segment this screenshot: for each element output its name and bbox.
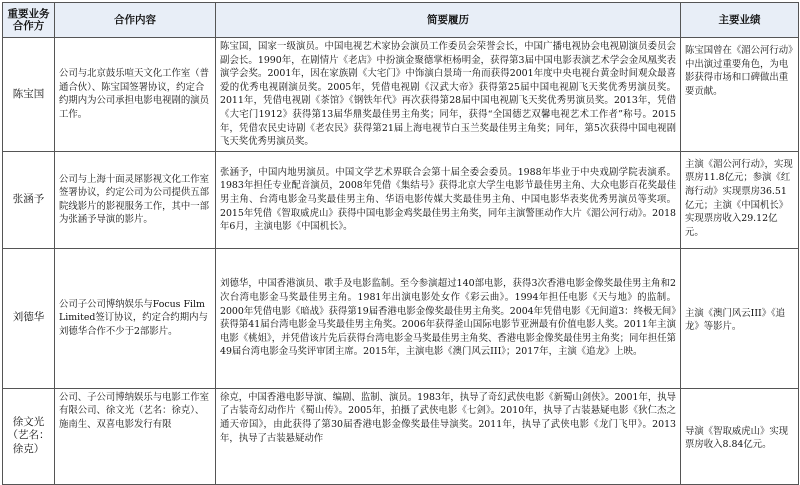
achievement-text: 主演《澳门风云III》《追龙》等影片。 <box>681 248 799 388</box>
table-row <box>3 388 799 484</box>
cooperation-table <box>2 2 799 485</box>
cooperation-content: 公司与北京鼓乐喧天文化工作室（普通合伙）、陈宝国签署协议，约定合约期内为公司承担电影电视剧的演员工作。 <box>55 38 216 152</box>
achievement-text: 主演《湄公河行动》，实现票房11.8亿元；参演《红海行动》实现票房36.51亿元；主演《中国机长》实现票房收入29.12亿元。 <box>681 151 799 248</box>
achievement-text: 陈宝国曾在《湄公河行动》中出演过重要角色，为电影获得市场和口碑做出重要贡献。 <box>681 38 799 152</box>
party-name: 刘德华 <box>3 248 55 388</box>
party-name: 徐文光（艺名：徐克） <box>3 388 55 484</box>
resume-text: 陈宝国，国家一级演员。中国电视艺术家协会演员工作委员会荣誉会长，中国广播电视协会电视剧演员委员会副会长。1990年，在剧情片《老店》中扮演金聚德掌柜杨明金，获得第3届中国电影表演艺术学会金凤凰奖表演学会奖。2001年，因在家族剧《大宅门》中饰演白景琦一角而获得2001年度中央电视台黄金时间观众最喜爱的优秀电视剧演员奖。2005年，凭借电视剧《汉武大帝》获得第25届中国电视剧飞天奖优秀男演员奖。2011年，凭借电视剧《茶馆》《钢铁年代》再次获得第28届中国电视剧飞天奖优秀男演员奖。2013年，凭借《大宅门1912》获得第13届华鼎奖最佳男主角奖；同年，获得“全国德艺双馨电视艺术工作者”称号。2015年，凭借农民史诗剧《老农民》获得第21届上海电视节白玉兰奖最佳男主角奖；同年，第5次获得中国电视剧飞天奖优秀男演员奖。 <box>216 38 681 152</box>
header-party: 重要业务合作方 <box>3 3 55 38</box>
resume-text: 刘德华，中国香港演员、歌手及电影监制。至今参演超过140部电影，获得3次香港电影金像奖最佳男主角和2次台湾电影金马奖最佳男主角。1981年出演电影处女作《彩云曲》。1994年担任电影《天与地》的监制。2000年凭借电影《暗战》获得第19届香港电影金像奖最佳男主角奖。2004年凭借电影《无间道3：终极无间》获得第41届台湾电影金马奖最佳男主角奖。2006年获得釜山国际电影节亚洲最有价值电影人奖。2011年主演电影《桃姐》，并凭借该片先后获得台湾电影金马奖最佳男主角奖、香港电影金像奖最佳男主角奖；同年担任第49届台湾电影金马奖评审团主席。2015年，主演电影《澳门风云III》；2017年，主演《追龙》上映。 <box>216 248 681 388</box>
table-header-row <box>3 3 799 38</box>
table-row <box>3 151 799 248</box>
cooperation-content: 公司子公司博纳娱乐与Focus Film Limited签订协议，约定合约期内与刘德华合作不少于2部影片。 <box>55 248 216 388</box>
cooperation-content: 公司、子公司博纳娱乐与电影工作室有限公司、徐文光（艺名：徐克）、施南生、双喜电影发行有限 <box>55 388 216 484</box>
party-name: 陈宝国 <box>3 38 55 152</box>
achievement-text: 导演《智取威虎山》实现票房收入8.84亿元。 <box>681 388 799 484</box>
cooperation-content: 公司与上海十面灵犀影视文化工作室签署协议，约定公司为公司提供五部院线影片的影视服务工作，其中一部为张涵予导演的影片。 <box>55 151 216 248</box>
resume-text: 徐克，中国香港电影导演、编剧、监制、演员。1983年，执导了奇幻武侠电影《新蜀山剑侠》。2001年，执导了古装奇幻动作片《蜀山传》。2005年，拍摄了武侠电影《七剑》。2010年，执导了古装悬疑电影《狄仁杰之通天帝国》，由此获得了第30届香港电影金像奖最佳导演奖。2011年，执导了武侠电影《龙门飞甲》。2013年，执导了古装悬疑动作 <box>216 388 681 484</box>
header-content: 合作内容 <box>55 3 216 38</box>
resume-text: 张涵予，中国内地男演员。中国文学艺术界联合会第十届全委会委员。1988年毕业于中央戏剧学院表演系。1983年担任专业配音演员，2008年凭借《集结号》获得北京大学生电影节最佳男主角、大众电影百花奖最佳男主角、台湾电影金马奖最佳男主角、华语电影传媒大奖最佳男主角、中国电影华表奖优秀男演员等奖项。2015年凭借《智取威虎山》获得中国电影金鸡奖最佳男主角奖，同年主演警匪动作大片《湄公河行动》。2018年6月，主演电影《中国机长》。 <box>216 151 681 248</box>
party-name: 张涵予 <box>3 151 55 248</box>
table-row <box>3 38 799 152</box>
header-achievement: 主要业绩 <box>681 3 799 38</box>
header-resume: 简要履历 <box>216 3 681 38</box>
table-row <box>3 248 799 388</box>
